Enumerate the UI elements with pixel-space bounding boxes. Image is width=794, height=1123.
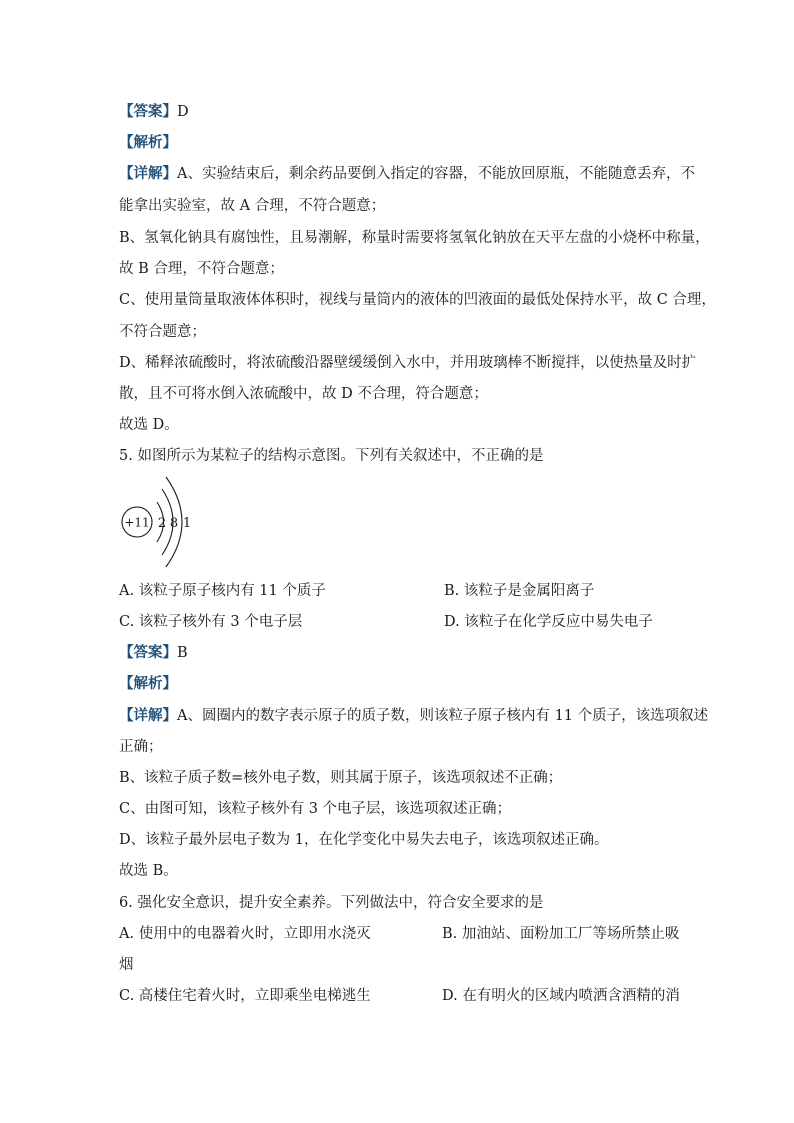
q5-option-a: A. 该粒子原子核内有 11 个质子 — [119, 583, 326, 599]
detail-tag: 【详解】 — [119, 165, 177, 182]
q4-text-line: B、氢氧化钠具有腐蚀性，且易潮解，称量时需要将氢氧化钠放在天平左盘的小烧杯中称量， — [119, 230, 710, 246]
nucleus-charge: +11 — [124, 515, 150, 530]
q4-text-line: 散，且不可将水倒入浓硫酸中，故 D 不合理，符合题意； — [119, 386, 488, 402]
q6-option-d: D. 在有明火的区域内喷洒含酒精的消 — [442, 988, 680, 1004]
answer-value: D — [177, 104, 189, 120]
detail-tag: 【详解】 — [119, 707, 177, 724]
q5-option-c: C. 该粒子核外有 3 个电子层 — [119, 614, 303, 630]
shell-3-electrons: 1 — [182, 516, 192, 531]
shell-2-electrons: 8 — [169, 516, 179, 531]
q5-stem: 5. 如图所示为某粒子的结构示意图。下列有关叙述中，不正确的是 — [119, 448, 544, 464]
q4-conclusion: 故选 D。 — [119, 417, 179, 433]
shell-1-electrons: 2 — [157, 516, 167, 531]
q4-answer-line — [119, 102, 189, 122]
q4-text-line: 不符合题意； — [119, 324, 206, 340]
analysis-tag: 【解析】 — [119, 675, 177, 692]
detail-text: A、圆圈内的数字表示原子的质子数，则该粒子原子核内有 11 个质子，该选项叙述 — [177, 708, 709, 724]
answer-value: B — [177, 645, 188, 661]
q4-detail-line — [119, 164, 695, 184]
answer-tag: 【答案】 — [119, 103, 177, 120]
q5-text-line: 正确； — [119, 739, 163, 755]
q5-detail-line — [119, 706, 708, 726]
q5-text-line: D、该粒子最外层电子数为 1，在化学变化中易失去电子，该选项叙述正确。 — [119, 832, 609, 848]
q5-text-line: C、由图可知，该粒子核外有 3 个电子层，该选项叙述正确； — [119, 801, 512, 817]
q5-conclusion: 故选 B。 — [119, 863, 178, 879]
q6-stem: 6. 强化安全意识，提升安全素养。下列做法中，符合安全要求的是 — [119, 895, 544, 911]
q4-text-line: 能拿出实验室，故 A 合理，不符合题意； — [119, 198, 386, 214]
q5-analysis-heading — [119, 674, 177, 694]
q5-text-line: B、该粒子质子数=核外电子数，则其属于原子，该选项叙述不正确； — [119, 770, 563, 786]
q5-option-d: D. 该粒子在化学反应中易失电子 — [444, 614, 653, 630]
analysis-tag: 【解析】 — [119, 134, 177, 151]
q4-text-line: C、使用量筒量取液体体积时，视线与量筒内的液体的凹液面的最低处保持水平，故 C 合理， — [119, 292, 716, 308]
q5-answer-line — [119, 643, 188, 663]
q4-analysis-heading — [119, 133, 177, 153]
atom-structure-diagram — [116, 474, 206, 574]
q4-text-line: D、稀释浓硫酸时，将浓硫酸沿器壁缓缓倒入水中，并用玻璃棒不断搅拌，以使热量及时扩 — [119, 355, 697, 371]
q6-option-b-continued: 烟 — [119, 957, 134, 973]
q5-option-b: B. 该粒子是金属阳离子 — [444, 583, 595, 599]
answer-tag: 【答案】 — [119, 644, 177, 661]
detail-text: A、实验结束后，剩余药品要倒入指定的容器，不能放回原瓶，不能随意丢弃，不 — [177, 166, 695, 182]
q6-option-c: C. 高楼住宅着火时，立即乘坐电梯逃生 — [119, 988, 371, 1004]
q4-text-line: 故 B 合理，不符合题意； — [119, 261, 284, 277]
q6-option-b: B. 加油站、面粉加工厂等场所禁止吸 — [442, 926, 680, 942]
q6-option-a: A. 使用中的电器着火时，立即用水浇灭 — [119, 926, 371, 942]
